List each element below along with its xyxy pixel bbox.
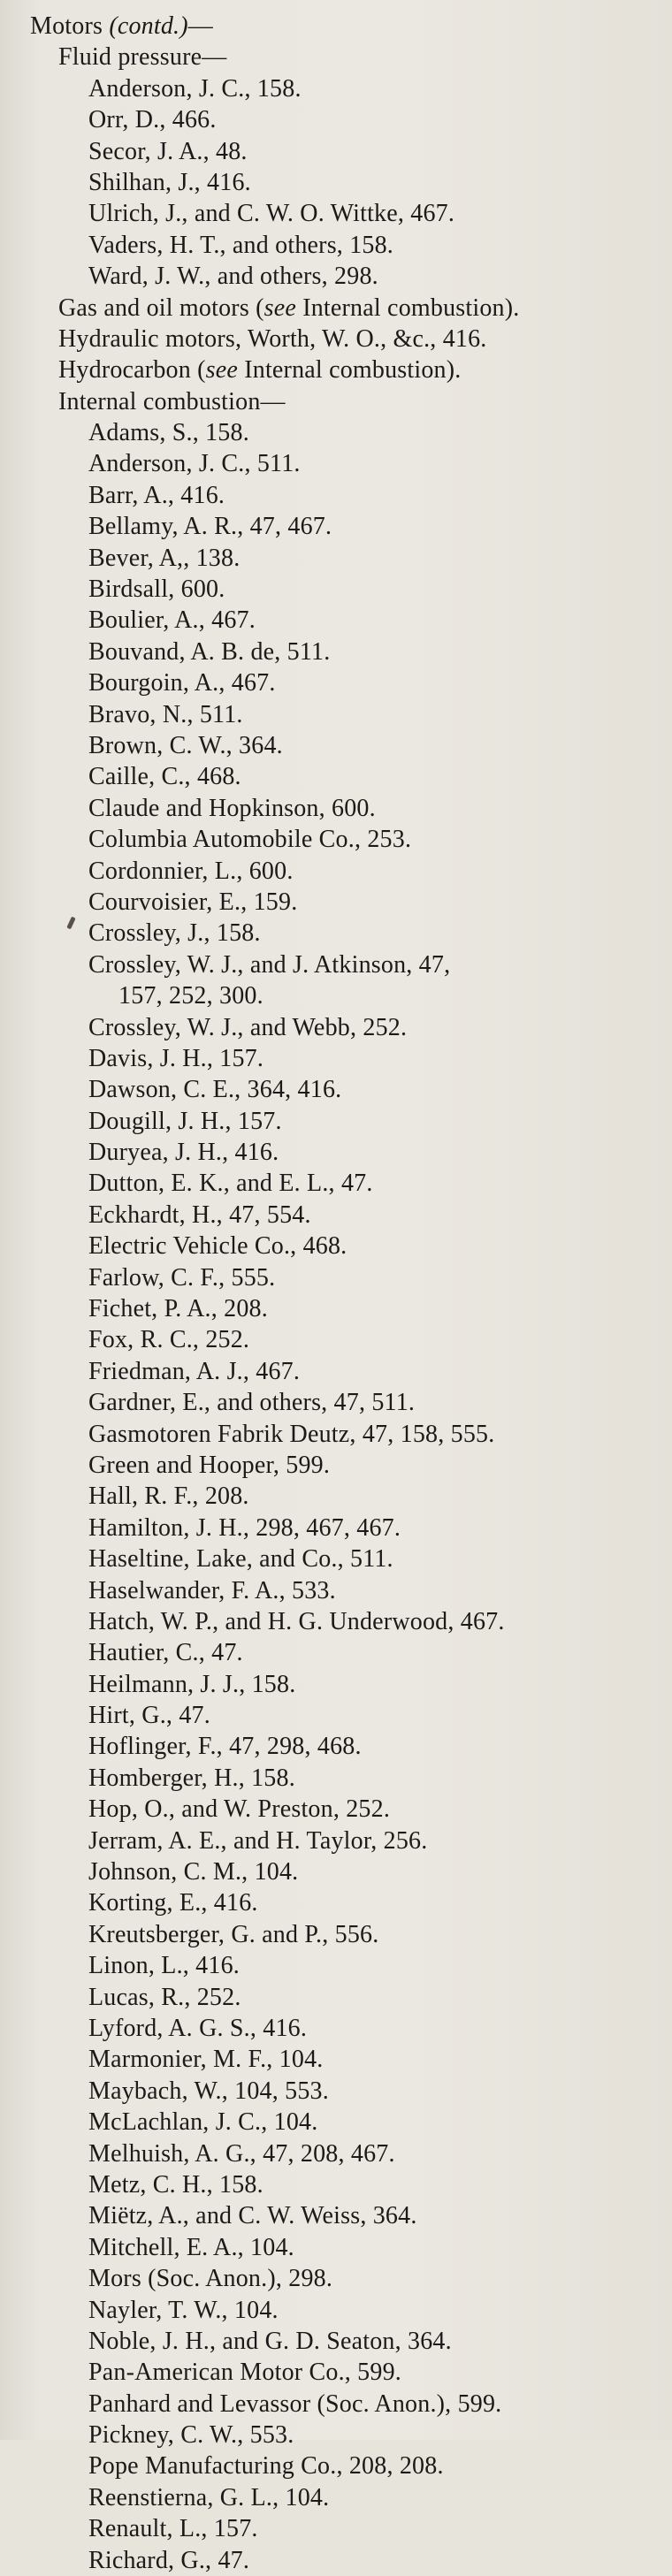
- entry-text: Hydraulic motors, Worth, W. O., &c., 416.: [58, 324, 487, 353]
- index-entry: [0, 2482, 654, 2513]
- index-entry: [0, 1669, 654, 1700]
- index-entry: [0, 1012, 654, 1043]
- index-entry: [0, 2420, 654, 2450]
- entry-text: Shilhan, J., 416.: [88, 168, 251, 196]
- entry-text: Johnson, C. M., 104.: [88, 1858, 299, 1886]
- entry-text: Caille, C., 468.: [88, 763, 241, 791]
- entry-text: Hamilton, J. H., 298, 467, 467.: [88, 1513, 401, 1542]
- index-entry: [0, 261, 654, 292]
- entry-text: Claude and Hopkinson, 600.: [88, 794, 376, 822]
- index-entry: [0, 856, 654, 887]
- entry-text: Linon, L., 416.: [88, 1952, 240, 1980]
- index-entry: [0, 2450, 654, 2481]
- index-entry: [0, 1450, 654, 1481]
- index-entry: [0, 1513, 654, 1543]
- index-entry: [0, 2545, 654, 2576]
- entry-text: Bever, A,, 138.: [88, 544, 241, 572]
- entry-text: Secor, J. A., 48.: [88, 137, 248, 165]
- entry-text: Crossley, W. J., and J. Atkinson, 47,: [88, 950, 451, 979]
- index-entry: [0, 136, 654, 167]
- heading-contd: (contd.): [109, 12, 188, 40]
- index-entry: [0, 1387, 654, 1418]
- entry-text: Cordonnier, L., 600.: [88, 857, 294, 885]
- index-entry: [0, 1575, 654, 1606]
- index-entry: [0, 1543, 654, 1574]
- index-entry: [0, 73, 654, 104]
- index-entry: [0, 793, 654, 824]
- index-entry: [0, 1887, 654, 1918]
- index-entry: [0, 1982, 654, 2013]
- entry-text: Hirt, G., 47.: [88, 1702, 210, 1730]
- entry-text: Internal combustion—: [58, 387, 286, 415]
- index-entry: [0, 293, 654, 324]
- section-heading: [0, 11, 654, 42]
- entry-text: Courvoisier, E., 159.: [88, 888, 298, 916]
- entry-text: Heilmann, J. J., 158.: [88, 1670, 296, 1698]
- index-entry: [0, 1481, 654, 1512]
- index-entry: [0, 1637, 654, 1668]
- entry-text: Reenstierna, G. L., 104.: [88, 2483, 330, 2511]
- entry-italic: see: [263, 293, 296, 322]
- index-entry: [0, 167, 654, 198]
- index-entry: [0, 2232, 654, 2263]
- index-entry: [0, 2326, 654, 2357]
- entry-text: McLachlan, J. C., 104.: [88, 2108, 318, 2137]
- entry-text: Hatch, W. P., and H. G. Underwood, 467.: [88, 1607, 505, 1635]
- entry-text: Melhuish, A. G., 47, 208, 467.: [88, 2139, 395, 2168]
- entry-text: Boulier, A., 467.: [88, 606, 256, 635]
- index-entry: [0, 448, 654, 479]
- entry-text: Dawson, C. E., 364, 416.: [88, 1076, 342, 1104]
- heading-dash: —: [187, 12, 213, 40]
- index-entry: [0, 511, 654, 542]
- entry-text: Panhard and Levassor (Soc. Anon.), 599.: [88, 2389, 502, 2418]
- entry-text: Korting, E., 416.: [88, 1889, 258, 1917]
- index-entry: [0, 2169, 654, 2200]
- entry-text: Gardner, E., and others, 47, 511.: [88, 1389, 416, 1417]
- entry-text: Dougill, J. H., 157.: [88, 1107, 282, 1135]
- entry-text: Miëtz, A., and C. W. Weiss, 364.: [88, 2202, 417, 2230]
- index-entry: [0, 2044, 654, 2075]
- entry-text: Marmonier, M. F., 104.: [88, 2046, 324, 2074]
- entry-text: Gas and oil motors (: [58, 293, 264, 322]
- index-entry: [0, 980, 654, 1011]
- index-entry: [0, 1950, 654, 1981]
- index-entry: [0, 699, 654, 730]
- index-entry: [0, 354, 654, 385]
- entry-text: Maybach, W., 104, 553.: [88, 2077, 329, 2105]
- index-entry: [0, 324, 654, 354]
- heading-main: Motors: [30, 12, 103, 40]
- index-entry: [0, 543, 654, 574]
- index-entry: [0, 1043, 654, 1074]
- entry-text: Hydrocarbon (: [58, 356, 206, 385]
- index-entry: [0, 480, 654, 511]
- entry-text: Ward, J. W., and others, 298.: [88, 263, 378, 291]
- index-entry: [0, 1168, 654, 1199]
- entry-text: Internal combustion).: [296, 293, 520, 322]
- entry-text: Brown, C. W., 364.: [88, 731, 283, 759]
- entry-text: Hautier, C., 47.: [88, 1639, 243, 1667]
- index-entry: [0, 386, 654, 417]
- index-entry: [0, 949, 654, 980]
- index-entry: [0, 2138, 654, 2169]
- index-entry: [0, 730, 654, 761]
- index-entry: [0, 2295, 654, 2326]
- index-entry: [0, 1262, 654, 1293]
- index-entry: [0, 574, 654, 605]
- index-list: [0, 11, 654, 2576]
- entry-text: Kreutsberger, G. and P., 556.: [88, 1920, 379, 1948]
- entry-text: Anderson, J. C., 158.: [88, 74, 302, 103]
- index-entry: [0, 198, 654, 229]
- entry-text: Lucas, R., 252.: [88, 1983, 241, 2011]
- entry-text: Richard, G., 47.: [88, 2546, 250, 2574]
- index-entry: [0, 2513, 654, 2544]
- entry-text: Bouvand, A. B. de, 511.: [88, 637, 331, 666]
- entry-text: Green and Hooper, 599.: [88, 1451, 331, 1479]
- index-entry: [0, 1731, 654, 1762]
- entry-text: Fichet, P. A., 208.: [88, 1295, 268, 1323]
- index-entry: [0, 2357, 654, 2388]
- entry-text: Bravo, N., 511.: [88, 700, 243, 728]
- entry-text: Anderson, J. C., 511.: [88, 450, 301, 478]
- entry-text: Haselwander, F. A., 533.: [88, 1576, 336, 1604]
- index-entry: [0, 605, 654, 636]
- entry-text: Bellamy, A. R., 47, 467.: [88, 513, 332, 541]
- index-entry: [0, 1231, 654, 1261]
- entry-text: Eckhardt, H., 47, 554.: [88, 1200, 311, 1229]
- index-entry: [0, 1137, 654, 1168]
- entry-text: Adams, S., 158.: [88, 419, 249, 447]
- entry-text: Vaders, H. T., and others, 158.: [88, 231, 393, 259]
- entry-text: Farlow, C. F., 555.: [88, 1263, 276, 1292]
- index-entry: [0, 2107, 654, 2138]
- index-entry: [0, 1919, 654, 1950]
- index-entry: [0, 761, 654, 792]
- entry-text: Orr, D., 466.: [88, 106, 217, 134]
- index-entry: [0, 1763, 654, 1794]
- entry-text: Bourgoin, A., 467.: [88, 669, 276, 697]
- entry-text: Birdsall, 600.: [88, 575, 225, 604]
- entry-text: Homberger, H., 158.: [88, 1764, 295, 1792]
- entry-text: Noble, J. H., and G. D. Seaton, 364.: [88, 2327, 452, 2355]
- entry-text: Metz, C. H., 158.: [88, 2170, 263, 2199]
- entry-text: Pope Manufacturing Co., 208, 208.: [88, 2452, 444, 2481]
- index-entry: [0, 1200, 654, 1231]
- index-entry: [0, 417, 654, 448]
- entry-text: Hop, O., and W. Preston, 252.: [88, 1795, 391, 1824]
- index-entry: [0, 2200, 654, 2231]
- index-entry: [0, 918, 654, 949]
- entry-text: Davis, J. H., 157.: [88, 1044, 264, 1072]
- entry-italic: see: [205, 356, 239, 385]
- index-entry: [0, 2013, 654, 2044]
- entry-text: Mitchell, E. A., 104.: [88, 2233, 294, 2261]
- index-entry: [0, 104, 654, 135]
- entry-text: Lyford, A. G. S., 416.: [88, 2015, 308, 2042]
- index-entry: [0, 1606, 654, 1637]
- index-entry: [0, 1106, 654, 1137]
- index-entry: [0, 230, 654, 261]
- entry-text: Crossley, W. J., and Webb, 252.: [88, 1013, 408, 1041]
- entry-text: Internal combustion).: [238, 356, 462, 385]
- index-entry: [0, 2389, 654, 2420]
- entry-text: Fluid pressure—: [58, 43, 227, 72]
- entry-text: Ulrich, J., and C. W. O. Wittke, 467.: [88, 200, 455, 228]
- index-entry: [0, 1419, 654, 1450]
- entry-text: Hoflinger, F., 47, 298, 468.: [88, 1733, 362, 1761]
- index-entry: [0, 42, 654, 72]
- entry-text: Renault, L., 157.: [88, 2515, 258, 2543]
- index-entry: [0, 1324, 654, 1355]
- entry-text: Barr, A., 416.: [88, 481, 225, 509]
- entry-text: Friedman, A. J., 467.: [88, 1357, 301, 1385]
- index-entry: [0, 2263, 654, 2294]
- entry-text: Duryea, J. H., 416.: [88, 1139, 279, 1167]
- entry-text: Gasmotoren Fabrik Deutz, 47, 158, 555.: [88, 1420, 495, 1448]
- entry-text: Columbia Automobile Co., 253.: [88, 826, 412, 854]
- index-entry: [0, 1074, 654, 1105]
- entry-text: Mors (Soc. Anon.), 298.: [88, 2265, 333, 2293]
- entry-text: Electric Vehicle Co., 468.: [88, 1232, 347, 1261]
- index-entry: [0, 2076, 654, 2107]
- index-entry: [0, 636, 654, 667]
- entry-text: Hall, R. F., 208.: [88, 1482, 249, 1511]
- index-entry: [0, 887, 654, 918]
- index-entry: [0, 824, 654, 855]
- index-entry: [0, 1794, 654, 1825]
- index-entry: [0, 1293, 654, 1324]
- entry-text: Crossley, J., 158.: [88, 919, 261, 948]
- index-entry: [0, 1356, 654, 1387]
- index-entry: [0, 1856, 654, 1887]
- entry-text: Pan-American Motor Co., 599.: [88, 2359, 401, 2387]
- entry-text: Nayler, T. W., 104.: [88, 2296, 279, 2324]
- index-entry: [0, 1700, 654, 1731]
- index-entry: [0, 667, 654, 698]
- entry-text: Haseltine, Lake, and Co., 511.: [88, 1545, 393, 1574]
- entry-text: 157, 252, 300.: [118, 982, 263, 1010]
- entry-text: Dutton, E. K., and E. L., 47.: [88, 1170, 373, 1198]
- entry-text: Jerram, A. E., and H. Taylor, 256.: [88, 1826, 428, 1855]
- entry-text: Fox, R. C., 252.: [88, 1326, 250, 1354]
- index-entry: [0, 1825, 654, 1856]
- entry-text: Pickney, C. W., 553.: [88, 2421, 294, 2450]
